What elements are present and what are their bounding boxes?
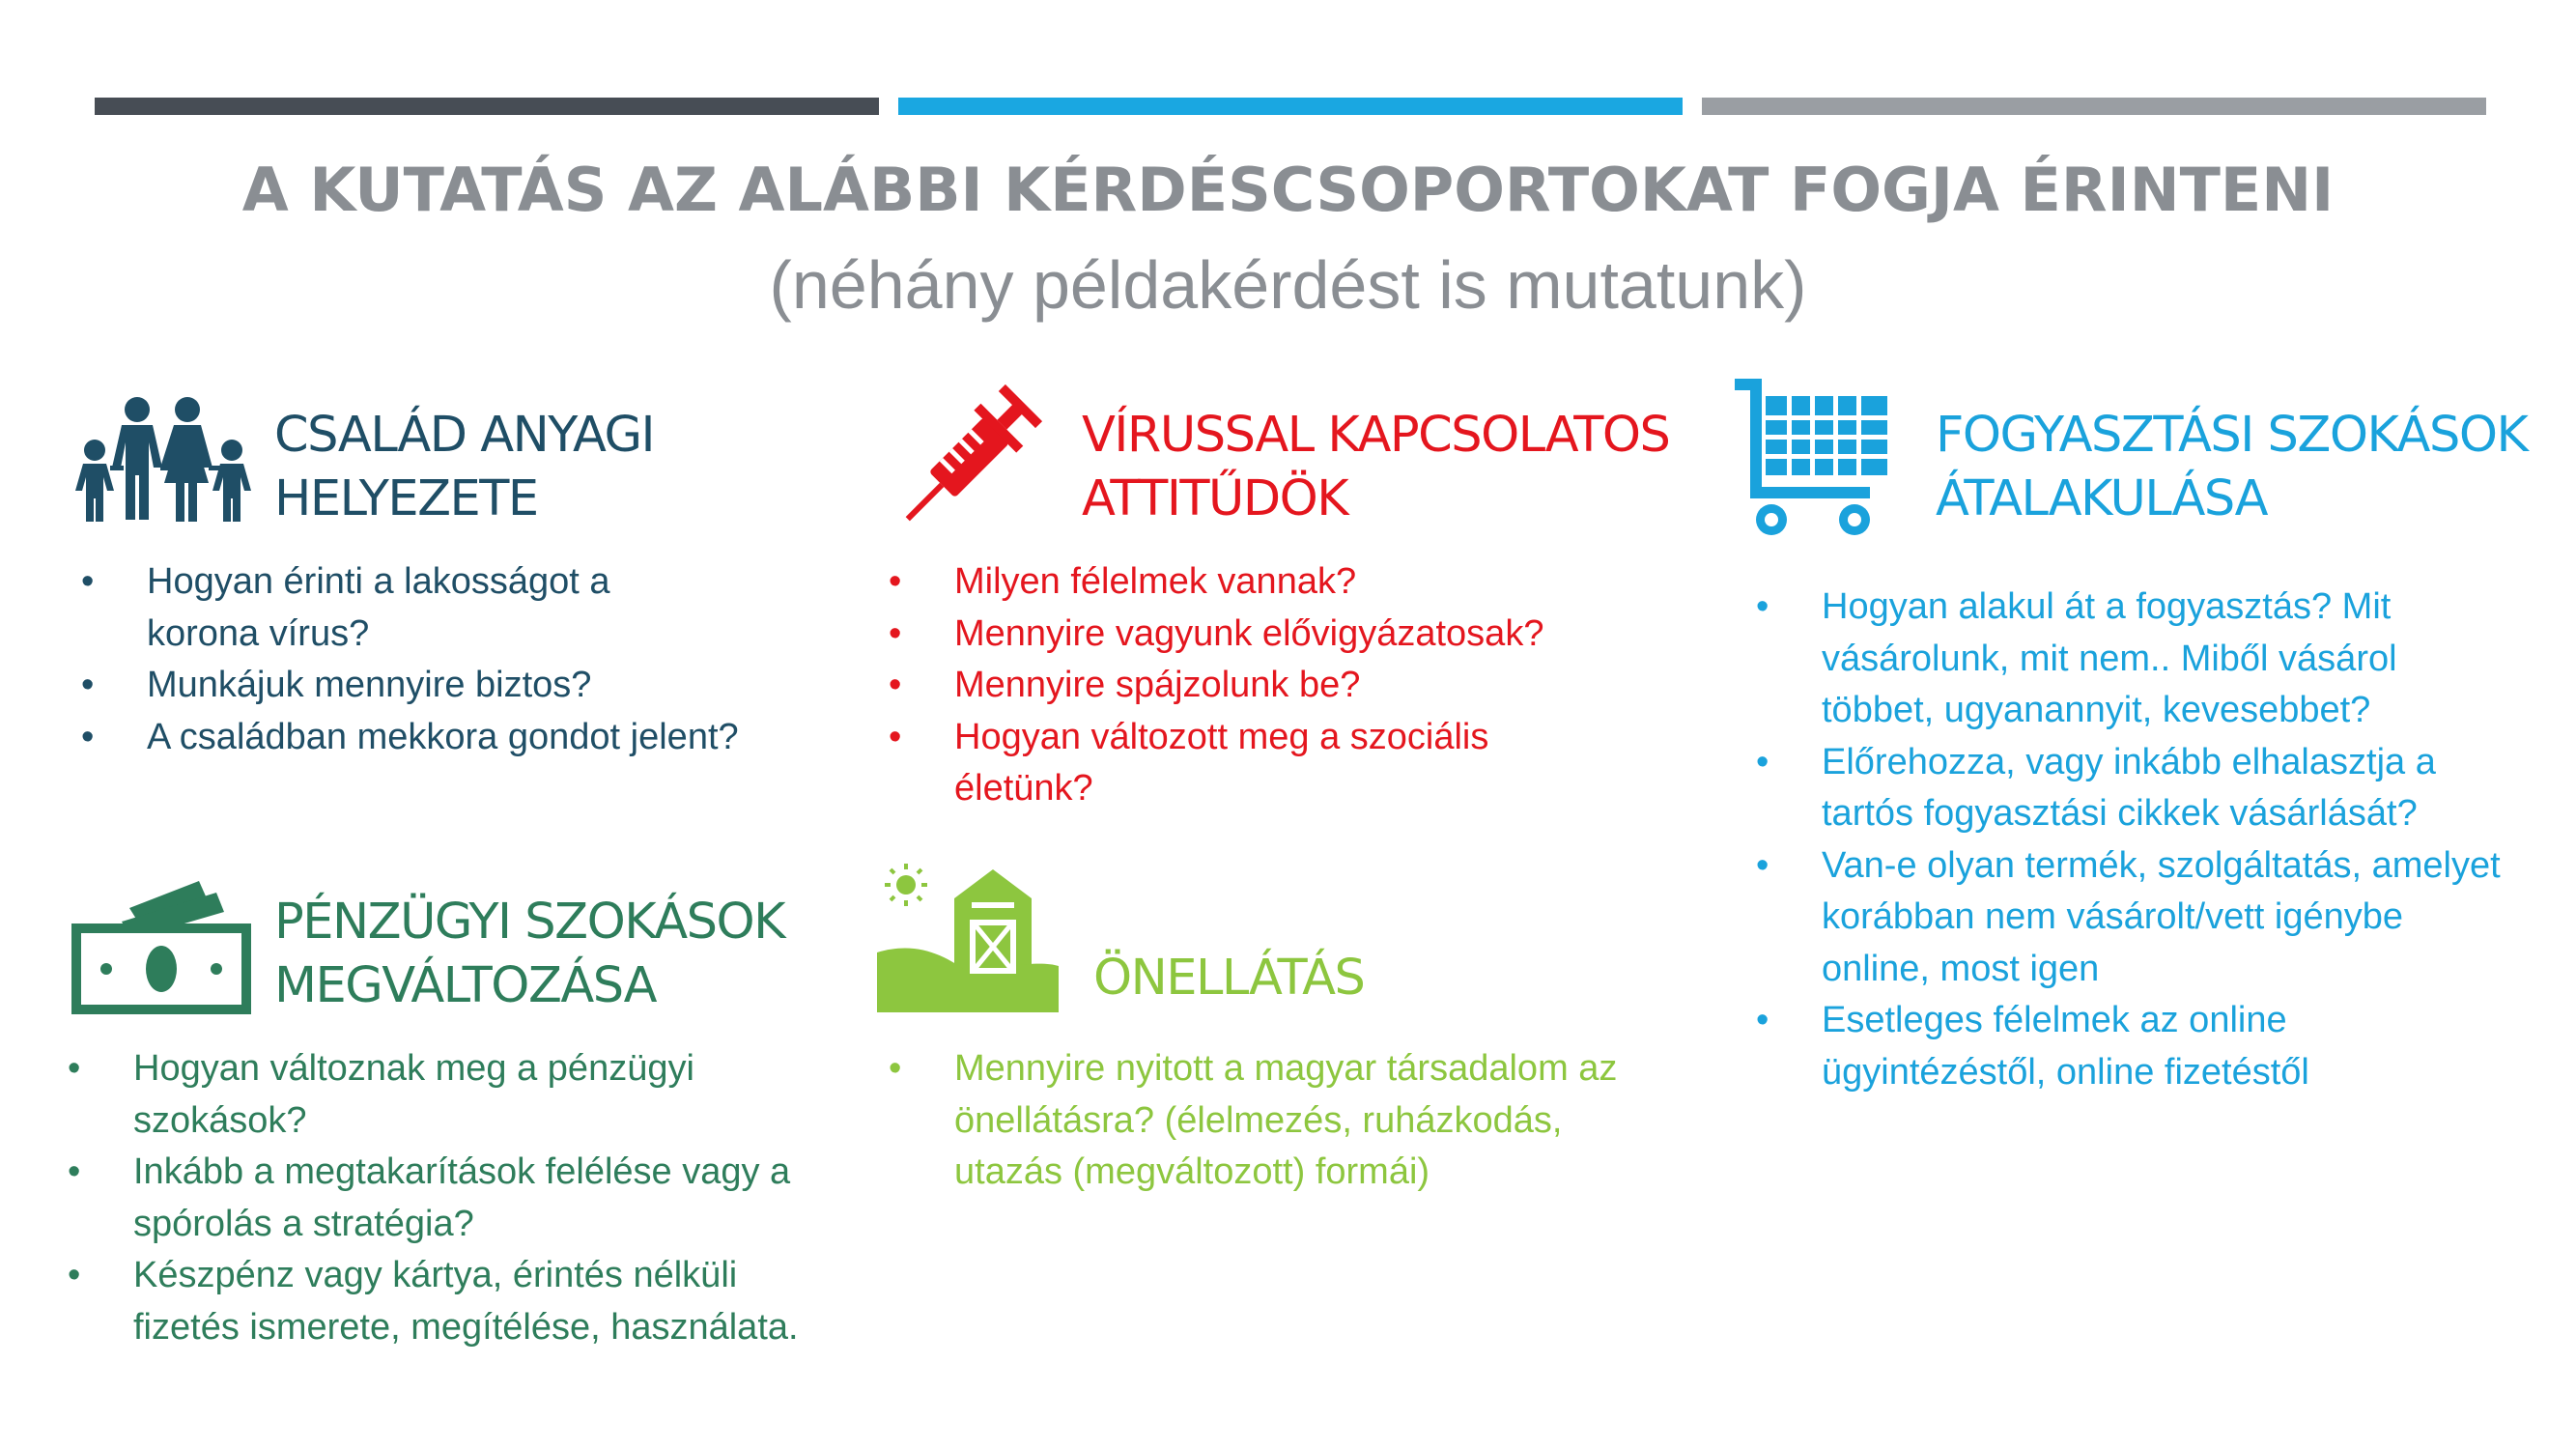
selfsufficiency-heading: ÖNELLÁTÁS (1093, 950, 1365, 1007)
virus-heading (1082, 404, 1669, 531)
finance-bullets (68, 1043, 860, 1353)
list-item: • Munkájuk mennyire biztos? (81, 660, 835, 712)
finance-heading (274, 891, 784, 1018)
farm-icon (877, 860, 1059, 1012)
list-item: • Mennyire vagyunk elővigyázatosak? (889, 609, 1681, 661)
list-item: • Előrehozza, vagy inkább elhalasztja a tartós fogyasztási cikkek vásárlását? (1756, 737, 2529, 840)
virus-bullets (889, 556, 1681, 815)
family-icon (71, 394, 255, 522)
list-item: • Hogyan változott meg a szociális életünk? (889, 712, 1681, 815)
consumption-bullets (1756, 582, 2529, 1098)
top-bar-blue (898, 98, 1683, 115)
finance-heading-line1: PÉNZÜGYI SZOKÁSOK (274, 894, 785, 951)
virus-heading-line1: VÍRUSSAL KAPCSOLATOS (1082, 407, 1670, 464)
list-item: • Készpénz vagy kártya, érintés nélküli fizetés ismerete, megítélése, használata. (68, 1250, 860, 1353)
family-heading (274, 404, 654, 531)
family-heading-line1: CSALÁD ANYAGI (274, 407, 655, 464)
page-subtitle: (néhány példakérdést is mutatunk) (769, 247, 1807, 323)
shopping-cart-icon (1735, 379, 1891, 539)
list-item: • Inkább a megtakarítások felélése vagy a spórolás a stratégia? (68, 1147, 860, 1250)
list-item: • Esetleges félelmek az online ügyintézéstől, online fizetéstől (1756, 995, 2529, 1098)
virus-heading-line2: ATTITŰDÖK (1082, 470, 1348, 527)
consumption-heading-line1: FOGYASZTÁSI SZOKÁSOK (1936, 407, 2528, 464)
syringe-icon (883, 377, 1053, 541)
list-item: • Hogyan változnak meg a pénzügyi szokások? (68, 1043, 860, 1147)
consumption-heading (1936, 404, 2527, 531)
list-item: • A családban mekkora gondot jelent? (81, 712, 835, 764)
list-item: • Mennyire spájzolunk be? (889, 660, 1681, 712)
list-item: • Hogyan érinti a lakosságot a korona vírus? (81, 556, 835, 660)
finance-heading-line2: MEGVÁLTOZÁSA (274, 957, 656, 1014)
family-bullets (81, 556, 835, 763)
list-item: • Van-e olyan termék, szolgáltatás, amelyet korábban nem vásárolt/vett igénybe online, most igen (1756, 840, 2529, 996)
selfsufficiency-bullets (889, 1043, 1681, 1199)
family-heading-line2: HELYEZETE (274, 470, 538, 527)
consumption-heading-line2: ÁTALAKULÁSA (1936, 470, 2268, 527)
list-item: • Mennyire nyitott a magyar társadalom az önellátásra? (élelmezés, ruházkodás, utazás (megváltozott) formái) (889, 1043, 1681, 1199)
money-icon (71, 879, 255, 1014)
top-bar-gray (1702, 98, 2486, 115)
list-item: • Hogyan alakul át a fogyasztás? Mit vásárolunk, mit nem.. Miből vásárol többet, ugyanannyit, kevesebbet? (1756, 582, 2529, 737)
page-title: A KUTATÁS AZ ALÁBBI KÉRDÉSCSOPORTOKAT FOGJA ÉRINTENI (241, 155, 2335, 225)
top-bar-dark (95, 98, 879, 115)
list-item: • Milyen félelmek vannak? (889, 556, 1681, 609)
